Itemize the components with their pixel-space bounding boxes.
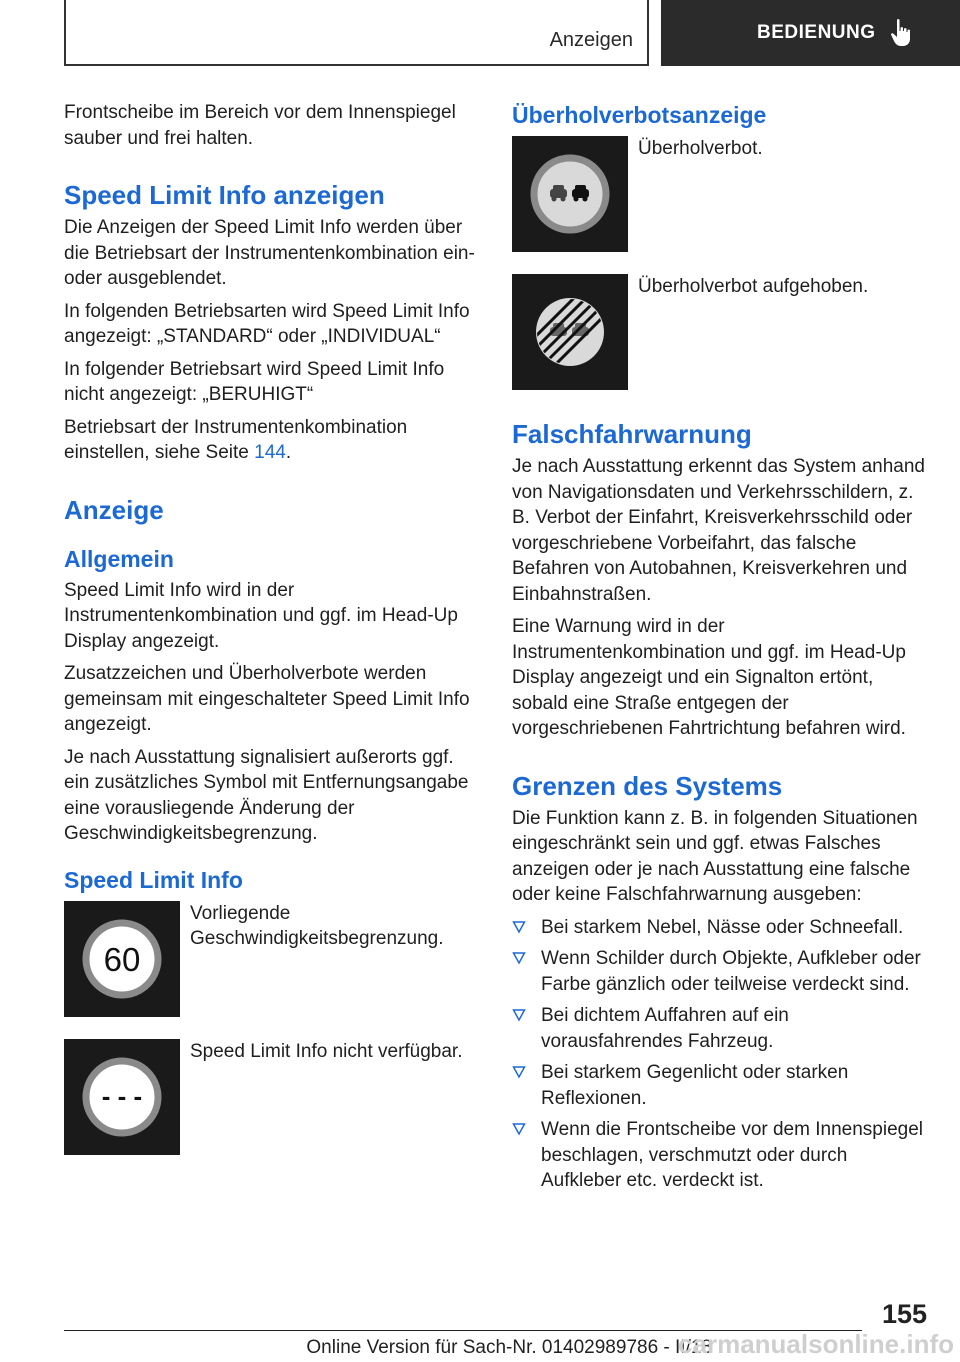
heading-anzeige: Anzeige bbox=[64, 494, 164, 525]
triangle-bullet-icon bbox=[512, 920, 526, 934]
set-mode-end: . bbox=[285, 442, 292, 463]
no-overtaking-icon bbox=[512, 136, 628, 252]
right-column bbox=[512, 100, 930, 1200]
unavailable-value: - - - bbox=[101, 1080, 143, 1111]
page-reference-link[interactable]: 144 bbox=[254, 442, 286, 463]
heading-allgemein: Allgemein bbox=[64, 545, 174, 572]
heading-speed-limit-info: Speed Limit Info bbox=[64, 866, 243, 893]
paragraph-set-mode bbox=[64, 415, 476, 466]
paragraph-wrong-way-warning: Eine Warnung wird in der Instrumentenkombination und ggf. im Head-Up Display angezeigt und ein Signalton ertönt, sobald eine Straße entgegen der vorgeschriebenen Fahrtrichtung befahren wird. bbox=[512, 616, 906, 739]
limits-list bbox=[512, 915, 930, 1194]
set-mode-text: Betriebsart der Instrumentenkombination einstellen, siehe Seite bbox=[64, 416, 408, 463]
end-no-overtaking-sign bbox=[512, 274, 628, 390]
speed-limit-unavailable-sign bbox=[64, 1039, 180, 1155]
page-number: 155 bbox=[881, 1299, 927, 1329]
heading-wrong-way: Falschfahrwarnung bbox=[512, 419, 752, 449]
sign-row-overtaking-lifted bbox=[512, 274, 930, 390]
paragraph-display-toggle: Die Anzeigen der Speed Limit Info werden über die Betriebsart der Instrumentenkombination ein- oder ausgeblendet. bbox=[64, 217, 475, 289]
online-version-text: Online Version für Sach-Nr. 01402989786 - II/18 bbox=[306, 1337, 712, 1358]
paragraph-modes-shown: In folgenden Betriebsarten wird Speed Limit Info angezeigt: „STANDARD“ oder „INDIVIDUAL“ bbox=[64, 300, 470, 347]
sign-row-no-overtaking bbox=[512, 136, 930, 252]
speed-limit-value: 60 bbox=[103, 940, 141, 978]
sign-unavailable-caption: Speed Limit Info nicht verfügbar. bbox=[190, 1040, 463, 1062]
intro-paragraph: Frontscheibe im Bereich vor dem Innenspiegel sauber und frei halten. bbox=[64, 102, 456, 149]
header-chapter-title: BEDIENUNG bbox=[757, 22, 876, 43]
sign-row-not-available bbox=[64, 1039, 476, 1155]
paragraph-mode-hidden: In folgender Betriebsart wird Speed Limit Info nicht angezeigt: „BERUHIGT“ bbox=[64, 358, 445, 405]
heading-speed-limit-show: Speed Limit Info anzeigen bbox=[64, 180, 385, 210]
paragraph-distance-symbol: Je nach Ausstattung signalisiert außerorts ggf. ein zusätzliches Symbol mit Entfernungsangabe eine vorausliegende Änderung der Geschwindigkeitsbegrenzung. bbox=[64, 746, 469, 844]
speed-limit-60-sign bbox=[64, 901, 180, 1017]
list-item: Bei starkem Gegenlicht oder starken Reflexionen. bbox=[512, 1060, 930, 1111]
triangle-bullet-icon bbox=[512, 1065, 526, 1079]
paragraph-wrong-way-detection: Je nach Ausstattung erkennt das System anhand von Navigationsdaten und Verkehrsschildern, z. B. Verbot der Einfahrt, Kreisverkehrsschild oder vorgeschriebene Vorbeifahrt, das falsche Befahren von Autobahnen, Kreisverkehren und Einbahnstraßen. bbox=[512, 456, 925, 605]
sign-overtaking-lifted-caption: Überholverbot aufgehoben. bbox=[638, 276, 869, 297]
speed-limit-unavailable-icon bbox=[64, 1039, 180, 1155]
list-item: Bei starkem Nebel, Nässe oder Schneefall. bbox=[512, 915, 930, 941]
watermark-text: carmanualsonline.info bbox=[678, 1329, 954, 1359]
pointing-hand-icon bbox=[890, 18, 914, 48]
triangle-bullet-icon bbox=[512, 951, 526, 965]
no-overtaking-sign bbox=[512, 136, 628, 252]
triangle-bullet-icon bbox=[512, 1008, 526, 1022]
sign-speed-limit-caption: Vorliegende Geschwindigkeitsbegrenzung. bbox=[190, 902, 444, 949]
triangle-bullet-icon bbox=[512, 1122, 526, 1136]
header-chapter-box bbox=[661, 0, 960, 66]
heading-overtaking: Überholverbotsanzeige bbox=[512, 102, 767, 128]
header-section-title: Anzeigen bbox=[549, 29, 633, 51]
list-item: Bei dichtem Auffahren auf ein vorausfahrendes Fahrzeug. bbox=[512, 1003, 930, 1054]
list-item: Wenn die Frontscheibe vor dem Innenspiegel beschlagen, verschmutzt oder durch Aufkleber etc. verdeckt ist. bbox=[512, 1117, 930, 1194]
paragraph-additional-signs: Zusatzzeichen und Überholverbote werden gemeinsam mit eingeschalteter Speed Limit Info angezeigt. bbox=[64, 663, 470, 735]
paragraph-limits-intro: Die Funktion kann z. B. in folgenden Situationen eingeschränkt sein und ggf. etwas Falsches anzeigen oder je nach Ausstattung eine falsche oder keine Falschfahrwarnung ausgeben: bbox=[512, 807, 918, 905]
header-section-box bbox=[64, 0, 649, 66]
heading-system-limits: Grenzen des Systems bbox=[512, 770, 783, 801]
left-column bbox=[64, 100, 476, 1177]
paragraph-display-location: Speed Limit Info wird in der Instrumentenkombination und ggf. im Head-Up Display angezeigt. bbox=[64, 579, 458, 652]
end-no-overtaking-icon bbox=[512, 274, 628, 390]
speed-limit-sign-icon bbox=[64, 901, 180, 1017]
list-item: Wenn Schilder durch Objekte, Aufkleber oder Farbe gänzlich oder teilweise verdeckt sind. bbox=[512, 946, 930, 997]
sign-row-speed-limit bbox=[64, 901, 476, 1017]
sign-no-overtaking-caption: Überholverbot. bbox=[638, 138, 763, 159]
